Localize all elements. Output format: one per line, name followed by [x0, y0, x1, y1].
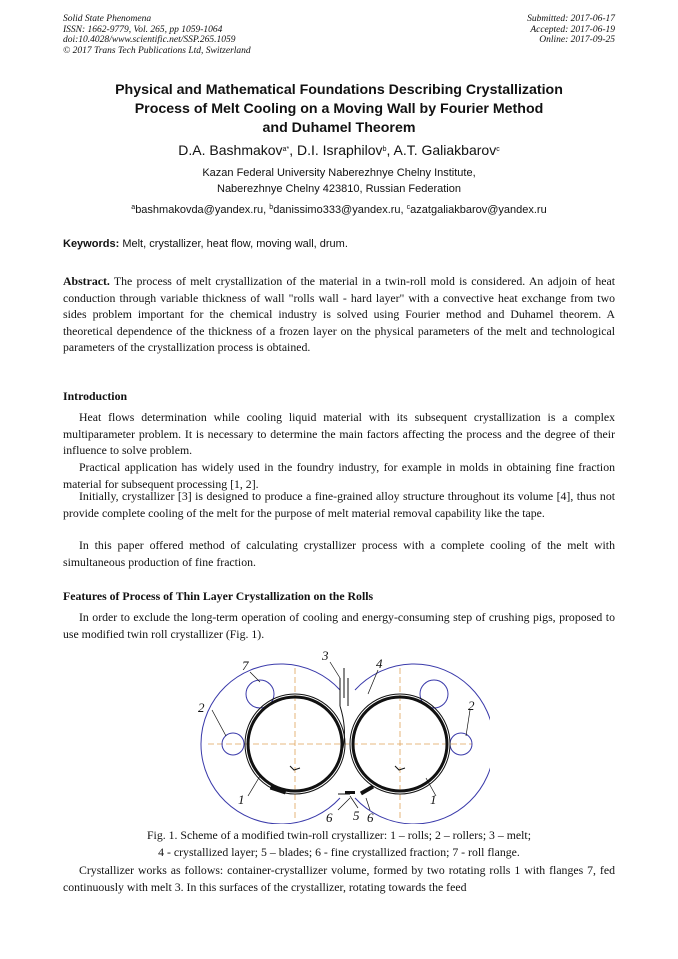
figure-label: 1: [238, 792, 245, 807]
paper-title: [63, 81, 615, 138]
figure-caption: [63, 827, 615, 860]
email-sup: a: [131, 204, 136, 211]
author-name: A.T. Galiakbarov: [393, 142, 497, 158]
caption-line: 4 - crystallized layer; 5 – blades; 6 - fine crystallized fraction; 7 - roll flange.: [158, 844, 520, 859]
title-line: Physical and Mathematical Foundations Describing Crystallization: [115, 82, 563, 98]
author-name: D.A. Bashmakov: [178, 142, 283, 158]
journal-info: [63, 14, 251, 56]
figure-label: 6: [367, 810, 374, 824]
title-line: Process of Melt Cooling on a Moving Wall by Fourier Method: [134, 101, 544, 117]
online-date: Online: 2017-09-25: [539, 35, 615, 46]
affiliation-line: Kazan Federal University Naberezhnye Chelny Institute,: [202, 167, 476, 179]
figure-label: 6: [326, 810, 333, 824]
abstract-label: Abstract.: [63, 274, 110, 288]
email-sup: c: [406, 204, 411, 211]
affiliation-line: Naberezhnye Chelny 423810, Russian Federation: [217, 183, 461, 195]
twin-roll-crystallizer-figure: [190, 648, 490, 824]
features-paragraph: In order to exclude the long-term operation of cooling and energy-consuming step of crushing pigs, proposed to use modified twin roll crystallizer (Fig. 1).: [63, 610, 615, 641]
intro-paragraph: Initially, crystallizer [3] is designed to produce a fine-grained alloy structure throughout its volume [4], thus not provide complete cooling of the melt for the purpose of melt material removal capability like the tape.: [63, 489, 615, 520]
figure-label: 1: [430, 792, 437, 807]
keywords-text: Melt, crystallizer, heat flow, moving wall, drum.: [122, 238, 348, 250]
journal-copyright: © 2017 Trans Tech Publications Ltd, Switzerland: [63, 45, 251, 56]
intro-paragraph: Practical application has widely used in the foundry industry, for example in molds in obtaining fine fraction material for subsequent processing [1, 2].: [63, 460, 615, 491]
figure-label: 7: [242, 658, 249, 673]
author-sup: a*: [282, 146, 290, 153]
body-paragraph: Crystallizer works as follows: container-crystallizer volume, formed by two rotating rolls 1 with flanges 7, fed continuously with melt 3. In this surfaces of the crystallizer, rotating towards the feed: [63, 863, 615, 894]
abstract-text: The process of melt crystallization of the material in a twin-roll mold is considered. An adjoin of heat conduction through variable thickness of wall "rolls wall - hard layer" with a convective heat exchange from two sides problem important for the chemical industry is solved using Fourier method and Duhamel theorem. A theoretical dependence of the thickness of a frozen layer on the physical parameters of the melt and technological parameters of the crystallization process is obtained.: [63, 274, 615, 355]
submission-dates: [527, 14, 615, 46]
author-list: D.A. Bashmakov$^{a*}$, D.I. Israphilov$^b$, A.T. Galiakbarov$^c$: [178, 142, 500, 158]
abstract: [63, 273, 615, 356]
author-name: D.I. Israphilov: [296, 142, 383, 158]
figure-label: 2: [198, 700, 205, 715]
title-line: and Duhamel Theorem: [262, 120, 416, 136]
figure-label: 5: [353, 808, 360, 823]
journal-issn: ISSN: 1662-9779, Vol. 265, pp 1059-1064: [63, 24, 223, 35]
author-emails: $^a$bashmakovda@yandex.ru, $^b$danissimo333@yandex.ru, $^c$azatgaliakbarov@yandex.ru: [131, 204, 547, 216]
email-link[interactable]: danissimo333@yandex.ru: [273, 204, 401, 216]
figure-label: 3: [322, 648, 329, 663]
email-link[interactable]: bashmakovda@yandex.ru: [135, 204, 264, 216]
email-link[interactable]: azatgaliakbarov@yandex.ru: [410, 204, 547, 216]
features-heading: Features of Process of Thin Layer Crystallization on the Rolls: [63, 589, 374, 603]
keywords-label: Keywords:: [63, 238, 120, 250]
figure-label: 4: [376, 656, 383, 671]
figure-label: 2: [468, 698, 475, 713]
affiliation: [63, 165, 615, 197]
submitted-date: Submitted: 2017-06-17: [527, 14, 615, 24]
keywords: [63, 236, 615, 252]
caption-line: Fig. 1. Scheme of a modified twin-roll crystallizer: 1 – rolls; 2 – rollers; 3 – melt;: [147, 828, 531, 842]
intro-paragraph: Heat flows determination while cooling liquid material with its subsequent crystallization is a complex multiparameter problem. It is necessary to determine the main factors affecting the process and the degree of their influence to solve problem.: [63, 410, 615, 458]
intro-paragraph: In this paper offered method of calculating crystallizer process with a complete cooling of the melt with simultaneous production of fine fraction.: [63, 538, 615, 569]
journal-doi: doi:10.4028/www.scientific.net/SSP.265.1059: [63, 35, 236, 46]
journal-name: Solid State Phenomena: [63, 14, 152, 24]
author-sup: b: [382, 146, 387, 153]
accepted-date: Accepted: 2017-06-19: [530, 24, 615, 35]
introduction-heading: Introduction: [63, 389, 128, 403]
email-sup: b: [269, 204, 274, 211]
author-sup: c: [496, 146, 500, 153]
